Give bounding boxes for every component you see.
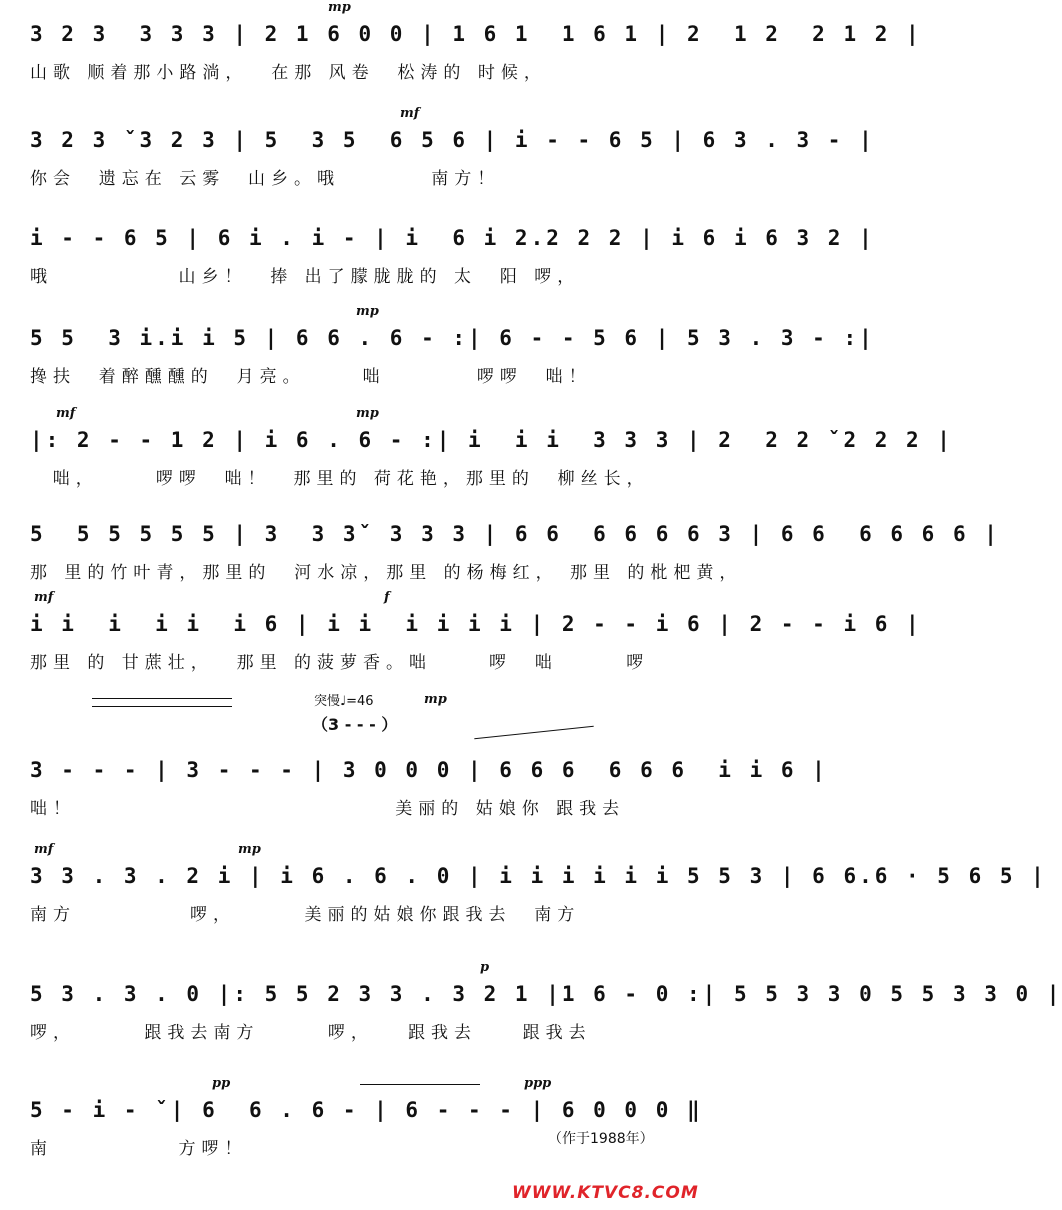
lyrics-line: 搀扶 着醉醺醺的 月亮。 咄 啰啰 咄！ bbox=[30, 367, 592, 387]
dynamic-mark: mp bbox=[328, 0, 351, 15]
lyrics-line: 哦 山乡！ 捧 出了朦胧胧的 太 阳 啰， bbox=[30, 267, 581, 287]
lyrics-line: 那 里的竹叶青，那里的 河水凉，那里 的杨梅红， 那里 的枇杷黄， bbox=[30, 563, 743, 583]
score-system-11 bbox=[0, 1076, 718, 1176]
dynamic-mark: mp bbox=[356, 304, 379, 319]
score-system-3 bbox=[0, 204, 875, 304]
lyrics-line: 咄！ 美丽的 姑娘你 跟我去 bbox=[30, 799, 626, 819]
lyrics-line: 南 方啰！ bbox=[30, 1139, 248, 1159]
lyrics-line: 那里 的 甘蔗壮， 那里 的菠萝香。咄 啰 咄 啰 bbox=[30, 653, 650, 673]
cue-note: （3 - - - ） bbox=[312, 715, 398, 734]
diminuendo-hairpin bbox=[92, 698, 232, 699]
site-watermark: WWW.KTVC8.COM bbox=[512, 1183, 699, 1203]
score-system-8 bbox=[0, 692, 828, 819]
dynamic-mark: mp bbox=[356, 406, 379, 421]
dynamic-mark: mp bbox=[424, 692, 447, 707]
tempo-marking: 突慢♩=46 bbox=[314, 694, 374, 709]
notation-line: i i i i i i 6 | i i i i i i | 2 - - i 6 | 2 - - i 6 | bbox=[30, 612, 922, 636]
score-system-4 bbox=[0, 304, 875, 404]
decrescendo-hairpin bbox=[360, 1084, 480, 1085]
lyrics-line: 山歌 顺着那小路淌， 在那 风卷 松涛的 时候， bbox=[30, 63, 547, 83]
score-system-1 bbox=[0, 0, 922, 100]
notation-line: 3 2 3 3 3 3 | 2 1 6 0 0 | 1 6 1 1 6 1 | 2 1 2 2 1 2 | bbox=[30, 22, 922, 46]
score-system-10 bbox=[0, 960, 1062, 1060]
notation-line: 5 5 3 i.i i 5 | 6 6 . 6 - :| 6 - - 5 6 | 5 3 . 3 - :| bbox=[30, 326, 875, 350]
notation-line: 5 3 . 3 . 0 |: 5 5 2 3 3 . 3 2 1 |1 6 - 0 :| 5 5 3 3 0 5 5 3 3 0 | bbox=[30, 982, 1062, 1006]
lyrics-line: 啰， 跟我去南方 啰， 跟我去 跟我去 bbox=[30, 1023, 592, 1043]
score-system-7 bbox=[0, 590, 922, 690]
composition-date-note: （作于1988年） bbox=[548, 1131, 654, 1147]
dynamic-mark: pp bbox=[212, 1076, 231, 1091]
dynamic-mark: p bbox=[480, 960, 490, 975]
notation-line: i - - 6 5 | 6 i . i - | i 6 i 2.2 2 2 | i 6 i 6 3 2 | bbox=[30, 226, 875, 250]
dynamic-mark: f bbox=[384, 590, 390, 605]
dynamic-mark: mf bbox=[56, 406, 76, 421]
lyrics-line: 咄， 啰啰 咄！ 那里的 荷花艳，那里的 柳丝长， bbox=[30, 469, 650, 489]
dynamic-mark: ppp bbox=[524, 1076, 552, 1091]
score-system-2 bbox=[0, 106, 875, 206]
dynamic-mark: mf bbox=[400, 106, 420, 121]
notation-line: 3 3 . 3 . 2 i | i 6 . 6 . 0 | i i i i i i 5 5 3 | 6 6.6 · 5 6 5 | bbox=[30, 864, 1047, 888]
score-system-6 bbox=[0, 500, 1000, 600]
notation-line: 5 - i - ˇ| 6 6 . 6 - | 6 - - - | 6 0 0 0 ‖ bbox=[30, 1098, 703, 1122]
diminuendo-hairpin bbox=[92, 706, 232, 707]
score-system-5 bbox=[0, 406, 953, 506]
lyrics-line: 南方 啰， 美丽的姑娘你跟我去 南方 bbox=[30, 905, 581, 925]
notation-line: 3 - - - | 3 - - - | 3 0 0 0 | 6 6 6 6 6 6 i i 6 | bbox=[30, 758, 828, 782]
dynamic-mark: mf bbox=[34, 842, 54, 857]
dynamic-mark: mp bbox=[238, 842, 261, 857]
notation-line: 5 5 5 5 5 5 | 3 3 3ˇ 3 3 3 | 6 6 6 6 6 6 3 | 6 6 6 6 6 6 | bbox=[30, 522, 1000, 546]
lyrics-line: 你会 遗忘在 云雾 山乡。哦 南方！ bbox=[30, 169, 501, 189]
score-system-9 bbox=[0, 842, 1047, 942]
notation-line: |: 2 - - 1 2 | i 6 . 6 - :| i i i 3 3 3 | 2 2 2 ˇ2 2 2 | bbox=[30, 428, 953, 452]
dynamic-mark: mf bbox=[34, 590, 54, 605]
notation-line: 3 2 3 ˇ3 2 3 | 5 3 5 6 5 6 | i - - 6 5 | 6 3 . 3 - | bbox=[30, 128, 875, 152]
